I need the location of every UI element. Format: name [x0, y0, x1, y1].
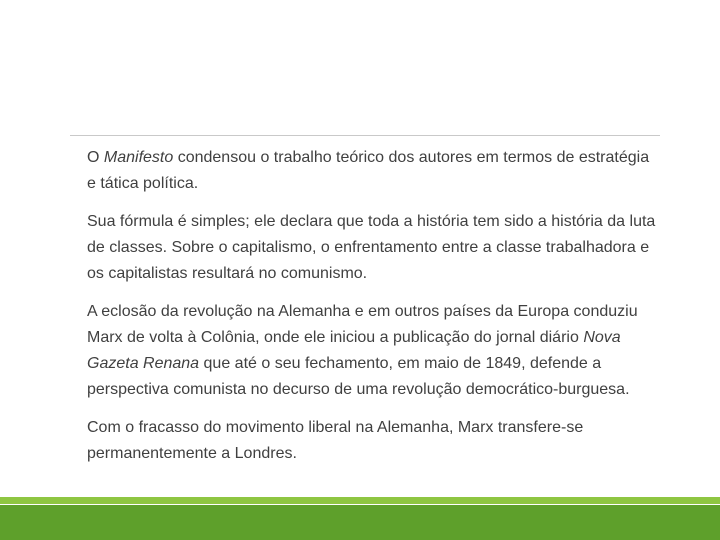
paragraph-revolution	[87, 299, 662, 403]
footer-accent-stripe	[0, 497, 720, 504]
paragraph-manifesto	[87, 145, 662, 197]
paragraph-3-rest: que até o seu fechamento, em maio de 1849, defende a perspectiva comunista no decurso de uma revolução democrático-burguesa.	[87, 355, 630, 398]
paragraph-london: Com o fracasso do movimento liberal na Alemanha, Marx transfere-se permanentemente a Londres.	[87, 419, 584, 462]
paragraph-1-rest: condensou o trabalho teórico dos autores em termos de estratégia e tática política.	[87, 149, 650, 192]
paragraph-1-lead: O	[87, 149, 104, 166]
manifesto-title: Manifesto	[103, 149, 174, 166]
slide-body	[87, 145, 662, 467]
title-divider	[70, 135, 660, 136]
paragraph-formula: Sua fórmula é simples; ele declara que toda a história tem sido a história da luta de classes. Sobre o capitalismo, o enfrentamento entre a classe trabalhadora e os capitalistas resultará no comunismo.	[87, 213, 656, 282]
paragraph-3-lead: A eclosão da revolução na Alemanha e em outros países da Europa conduziu Marx de volta à Colônia, onde ele iniciou a publicação do jornal diário	[87, 303, 638, 346]
footer-accent-bar	[0, 505, 720, 540]
newspaper-title: Nova Gazeta Renana	[87, 329, 621, 372]
